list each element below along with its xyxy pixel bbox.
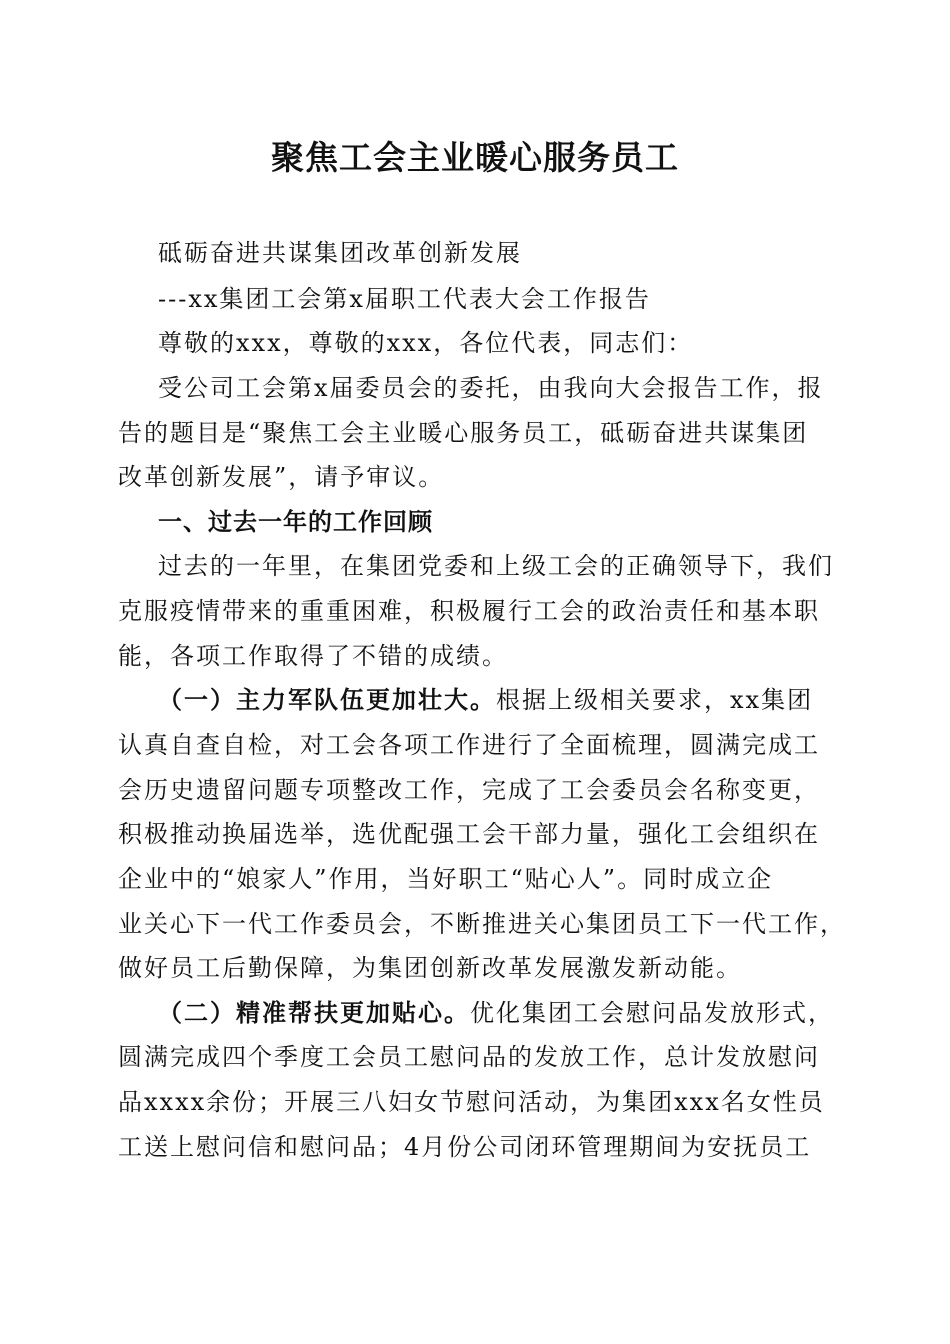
sub1-line-3: 积极推动换届选举，选优配强工会干部力量，强化工会组织在	[118, 820, 820, 848]
section1-line-1: 过去的一年里，在集团党委和上级工会的正确领导下，我们	[158, 552, 834, 580]
section1-line-3: 能，各项工作取得了不错的成绩。	[118, 642, 508, 670]
section-heading-1: 一、过去一年的工作回顾	[158, 508, 433, 536]
intro-line-1: 受公司工会第x届委员会的委托，由我向大会报告工作，报	[158, 374, 824, 402]
sub1-line-2: 会历史遗留问题专项整改工作，完成了工会委员会名称变更，	[118, 776, 820, 804]
sub1-first-line	[158, 685, 878, 715]
sub1-line-4: 企业中的“娘家人”作用，当好职工“贴心人”。同时成立企	[118, 865, 774, 893]
document-title: 聚焦工会主业暖心服务员工	[271, 138, 679, 177]
sub2-line-1: 圆满完成四个季度工会员工慰问品的发放工作，总计发放慰问	[118, 1043, 820, 1071]
intro-line-2: 告的题目是“聚焦工会主业暖心服务员工，砥砺奋进共谋集团	[118, 419, 809, 447]
greeting-line: 尊敬的xxx，尊敬的xxx，各位代表，同志们：	[158, 329, 694, 357]
sub1-first-rest: 根据上级相关要求，xx集团	[496, 686, 814, 714]
sub2-heading: （二）精准帮扶更加贴心。	[158, 998, 470, 1027]
sub1-line-1: 认真自查自检，对工会各项工作进行了全面梳理，圆满完成工	[118, 731, 820, 759]
sub2-line-2: 品xxxx余份；开展三八妇女节慰问活动，为集团xxx名女性员	[118, 1088, 825, 1116]
sub1-heading: （一）主力军队伍更加壮大。	[158, 685, 496, 714]
intro-line-3: 改革创新发展”，请予审议。	[118, 463, 445, 491]
sub1-line-6: 做好员工后勤保障，为集团创新改革发展激发新动能。	[118, 954, 742, 982]
subtitle-line-2: ---xx集团工会第x届职工代表大会工作报告	[158, 285, 651, 313]
subtitle-line-1: 砥砺奋进共谋集团改革创新发展	[158, 239, 522, 267]
sub2-line-3: 工送上慰问信和慰问品；4月份公司闭环管理期间为安抚员工	[118, 1133, 812, 1161]
sub2-first-rest: 优化集团工会慰问品发放形式，	[470, 999, 834, 1027]
sub1-line-5: 业关心下一代工作委员会，不断推进关心集团员工下一代工作，	[118, 910, 846, 938]
section1-line-2: 克服疫情带来的重重困难，积极履行工会的政治责任和基本职	[118, 597, 820, 625]
sub2-first-line	[158, 998, 878, 1028]
